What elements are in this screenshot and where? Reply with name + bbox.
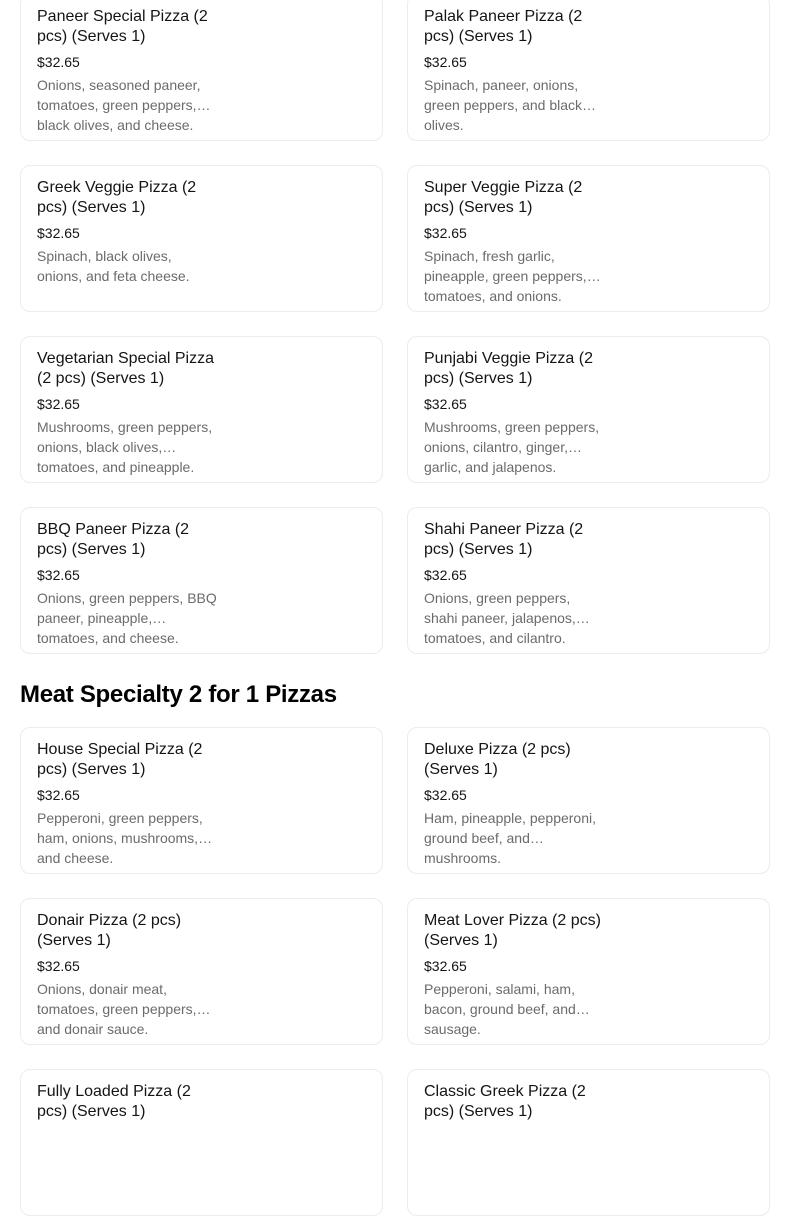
item-description: Onions, donair meat, tomatoes, green peppers, and donair sauce. xyxy=(37,981,197,1037)
menu-item-card[interactable] xyxy=(407,727,770,874)
item-description: Mushrooms, green peppers, onions, cilantro, ginger, garlic, and jalapenos. xyxy=(424,419,600,475)
menu-item-card[interactable] xyxy=(20,165,383,312)
section-title: Meat Specialty 2 for 1 Pizzas xyxy=(20,681,337,708)
item-name: Donair Pizza (2 pcs) (Serves 1) xyxy=(37,912,182,949)
item-name: Meat Lover Pizza (2 pcs) (Serves 1) xyxy=(424,912,601,949)
item-price: $32.65 xyxy=(37,396,80,412)
item-description: Ham, pineapple, pepperoni, ground beef, and mushrooms. xyxy=(424,810,597,866)
item-name: Deluxe Pizza (2 pcs) (Serves 1) xyxy=(424,741,571,778)
item-price: $32.65 xyxy=(424,958,467,974)
menu-item-card[interactable] xyxy=(407,0,770,141)
item-name: Fully Loaded Pizza (2 pcs) (Serves 1) xyxy=(37,1083,191,1120)
menu-item-card[interactable] xyxy=(20,1069,383,1216)
item-name: Punjabi Veggie Pizza (2 pcs) (Serves 1) xyxy=(424,350,593,387)
item-price: $32.65 xyxy=(424,567,467,583)
item-price: $32.65 xyxy=(37,958,80,974)
item-name: BBQ Paneer Pizza (2 pcs) (Serves 1) xyxy=(37,521,190,558)
meat-pizza-grid xyxy=(20,727,770,1216)
item-price: $32.65 xyxy=(37,54,80,70)
item-name: Palak Paneer Pizza (2 pcs) (Serves 1) xyxy=(424,8,583,45)
veggie-pizza-grid xyxy=(20,0,770,654)
item-price: $32.65 xyxy=(37,787,80,803)
item-description: Spinach, paneer, onions, green peppers, and black olives. xyxy=(424,77,582,133)
menu-item-card[interactable] xyxy=(407,1069,770,1216)
item-name: Vegetarian Special Pizza (2 pcs) (Serves 1) xyxy=(37,350,214,387)
menu-item-card[interactable] xyxy=(20,0,383,141)
item-description: Onions, seasoned paneer, tomatoes, green peppers, black olives, and cheese. xyxy=(37,77,201,133)
menu-item-card[interactable] xyxy=(407,336,770,483)
item-description: Onions, green peppers, shahi paneer, jalapenos, tomatoes, and cilantro. xyxy=(424,590,576,646)
item-description: Spinach, black olives, onions, and feta cheese. xyxy=(37,248,190,284)
item-description: Mushrooms, green peppers, onions, black olives, tomatoes, and pineapple. xyxy=(37,419,213,475)
menu-item-card[interactable] xyxy=(407,898,770,1045)
item-description: Spinach, fresh garlic, pineapple, green peppers, tomatoes, and onions. xyxy=(424,248,587,304)
menu-item-card[interactable] xyxy=(20,507,383,654)
item-price: $32.65 xyxy=(424,54,467,70)
item-name: Classic Greek Pizza (2 pcs) (Serves 1) xyxy=(424,1083,586,1120)
menu-item-card[interactable] xyxy=(407,165,770,312)
item-name: Paneer Special Pizza (2 pcs) (Serves 1) xyxy=(37,8,208,45)
menu-item-card[interactable] xyxy=(20,727,383,874)
item-name: House Special Pizza (2 pcs) (Serves 1) xyxy=(37,741,203,778)
item-price: $32.65 xyxy=(37,225,80,241)
item-price: $32.65 xyxy=(424,396,467,412)
item-price: $32.65 xyxy=(37,567,80,583)
item-name: Shahi Paneer Pizza (2 pcs) (Serves 1) xyxy=(424,521,584,558)
menu-item-card[interactable] xyxy=(20,898,383,1045)
menu-item-card[interactable] xyxy=(20,336,383,483)
item-description: Onions, green peppers, BBQ paneer, pineapple, tomatoes, and cheese. xyxy=(37,590,217,646)
item-price: $32.65 xyxy=(424,787,467,803)
item-description: Pepperoni, salami, ham, bacon, ground beef, and sausage. xyxy=(424,981,576,1037)
menu-item-card[interactable] xyxy=(407,507,770,654)
item-price: $32.65 xyxy=(424,225,467,241)
item-name: Greek Veggie Pizza (2 pcs) (Serves 1) xyxy=(37,179,197,216)
item-name: Super Veggie Pizza (2 pcs) (Serves 1) xyxy=(424,179,583,216)
item-description: Pepperoni, green peppers, ham, onions, mushrooms, and cheese. xyxy=(37,810,203,866)
